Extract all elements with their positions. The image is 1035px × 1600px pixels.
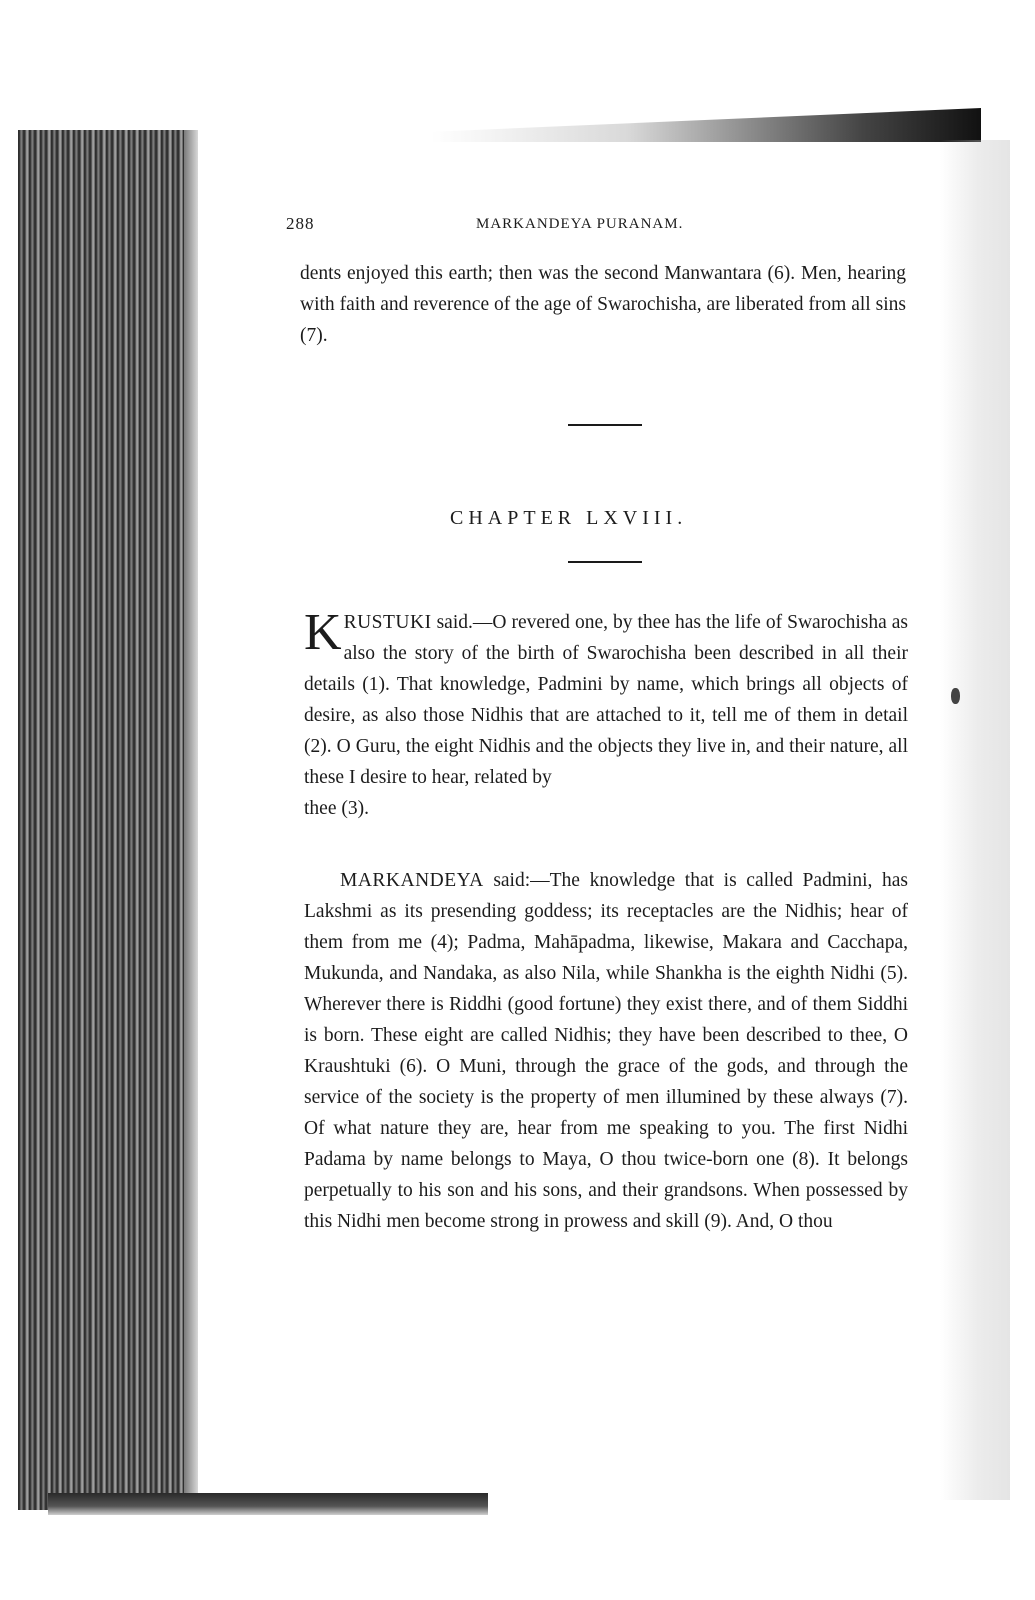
page-number: 288 bbox=[286, 214, 315, 233]
running-title: MARKANDEYA PURANAM. bbox=[476, 216, 684, 232]
book-page-edges bbox=[18, 130, 198, 1510]
krustuki-tail: thee (3). bbox=[304, 798, 369, 819]
book-page bbox=[200, 140, 960, 1500]
krustuki-text: said.—O revered one, by thee has the life of Swarochisha as also the story of the birth of Swarochisha been described in all their details (1). That knowledge, Padmini by name, which brings all objects of desire, as also those Nidhis that are attached to it, tell me of them in detail (2). O Guru, the eight Nidhis and the objects they live in, and their nature, all these I desire to hear, related by bbox=[304, 612, 908, 788]
divider-rule-top bbox=[568, 424, 642, 426]
speaker-markandeya: MARKANDEYA bbox=[340, 870, 484, 891]
krustuki-paragraph bbox=[304, 604, 908, 824]
running-head bbox=[286, 214, 926, 238]
continuation-paragraph: dents enjoyed this earth; then was the second Manwantara (6). Men, hearing with faith and reverence of the age of Swarochisha, are liberated from all sins (7). bbox=[300, 263, 906, 346]
chapter-heading: CHAPTER LXVIII. bbox=[450, 507, 688, 529]
divider-rule-bottom bbox=[568, 561, 642, 563]
markandeya-paragraph bbox=[304, 865, 908, 1237]
book-top-edge bbox=[196, 108, 981, 142]
drop-cap: K bbox=[304, 604, 342, 661]
markandeya-text: said:—The knowledge that is called Padmini, has Lakshmi as its presending goddess; its receptacles are the Nidhis; hear of them from me (4); Padma, Mahāpadma, likewise, Makara and Cacchapa, Mukunda, and Nandaka, as also Nila, while Shankha is the eighth Nidhi (5). Wherever there is Riddhi (good fortune) they exist there, and of them Siddhi is born. These eight are called Nidhis; they have been described to thee, O Kraushtuki (6). O Muni, through the grace of the gods, and through the service of the society is the property of men illumined by these always (7). Of what nature they are, hear from me speaking to you. The first Nidhi Padama by name belongs to Maya, O thou twice-born one (8). It belongs perpetually to his son and his sons, and their grandsons. When possessed by this Nidhi men become strong in prowess and skill (9). And, O thou bbox=[304, 870, 909, 1232]
speaker-krustuki: RUSTUKI bbox=[343, 612, 432, 633]
